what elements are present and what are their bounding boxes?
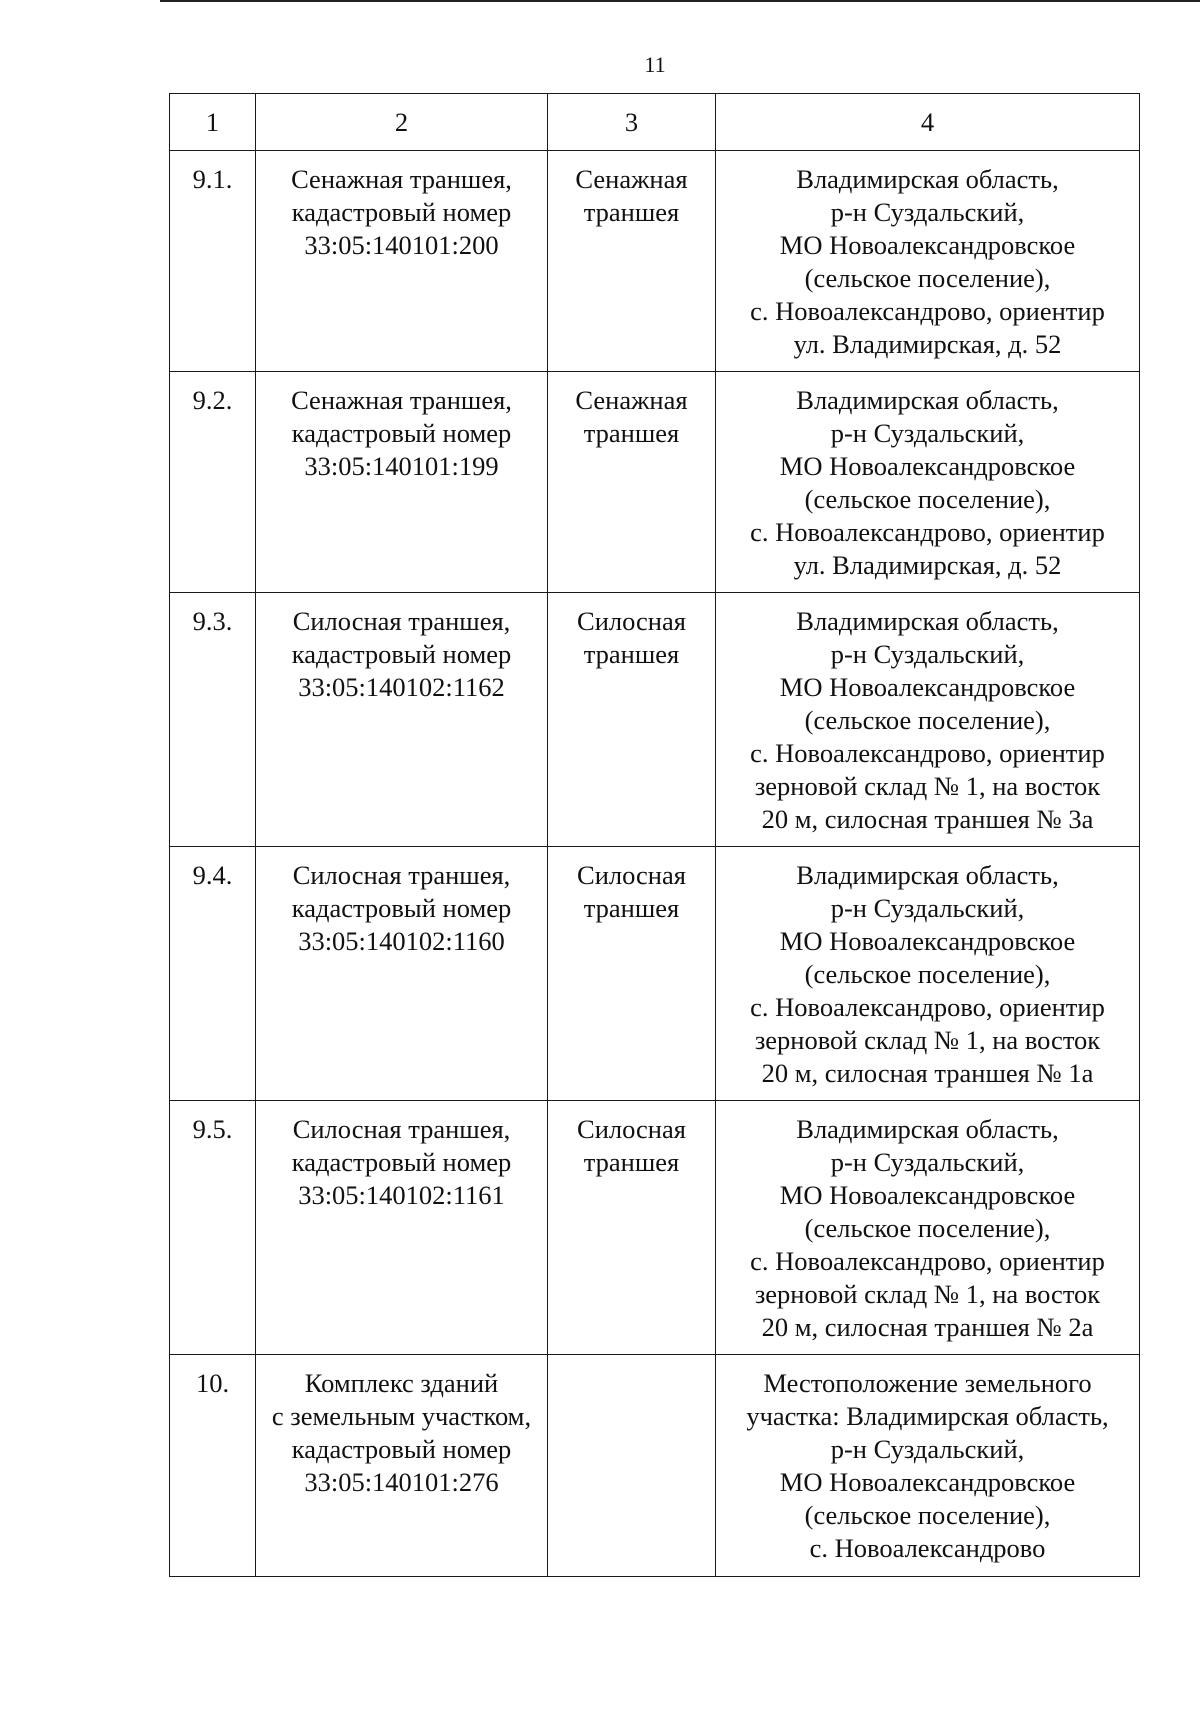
top-border-line (160, 0, 1200, 2)
table-row (170, 372, 1140, 593)
property-table (169, 93, 1140, 1577)
table-row (170, 1101, 1140, 1355)
row-number-cell: 9.4. (170, 847, 256, 1101)
object-name-cell: Сенажная траншея, кадастровый номер 33:05:140101:200 (256, 151, 548, 372)
table-row (170, 593, 1140, 847)
object-type-cell (548, 1355, 716, 1577)
object-name-cell: Комплекс зданий с земельным участком, кадастровый номер 33:05:140101:276 (256, 1355, 548, 1577)
object-type-cell: Сенажная траншея (548, 372, 716, 593)
table-row (170, 1355, 1140, 1577)
object-type-cell: Сенажная траншея (548, 151, 716, 372)
address-cell: Местоположение земельного участка: Владимирская область, р-н Суздальский, МО Новоалександровское (сельское поселение), с. Новоалександрово (716, 1355, 1140, 1577)
table-row (170, 151, 1140, 372)
header-cell-2: 2 (256, 94, 548, 151)
object-name-cell: Силосная траншея, кадастровый номер 33:05:140102:1160 (256, 847, 548, 1101)
row-number-cell: 9.5. (170, 1101, 256, 1355)
address-cell: Владимирская область, р-н Суздальский, МО Новоалександровское (сельское поселение), с. Новоалександрово, ориентир зерновой склад № 1, на восток 20 м, силосная траншея № 2а (716, 1101, 1140, 1355)
header-cell-1: 1 (170, 94, 256, 151)
address-cell: Владимирская область, р-н Суздальский, МО Новоалександровское (сельское поселение), с. Новоалександрово, ориентир зерновой склад № 1, на восток 20 м, силосная траншея № 3а (716, 593, 1140, 847)
object-type-cell: Силосная траншея (548, 1101, 716, 1355)
page-number: 11 (644, 52, 666, 77)
row-number-cell: 9.2. (170, 372, 256, 593)
header-cell-3: 3 (548, 94, 716, 151)
address-cell: Владимирская область, р-н Суздальский, МО Новоалександровское (сельское поселение), с. Новоалександрово, ориентир ул. Владимирская, д. 52 (716, 372, 1140, 593)
object-name-cell: Силосная траншея, кадастровый номер 33:05:140102:1162 (256, 593, 548, 847)
table-header-row (170, 94, 1140, 151)
row-number-cell: 10. (170, 1355, 256, 1577)
object-name-cell: Силосная траншея, кадастровый номер 33:05:140102:1161 (256, 1101, 548, 1355)
table-row (170, 847, 1140, 1101)
object-type-cell: Силосная траншея (548, 593, 716, 847)
address-cell: Владимирская область, р-н Суздальский, МО Новоалександровское (сельское поселение), с. Новоалександрово, ориентир ул. Владимирская, д. 52 (716, 151, 1140, 372)
address-cell: Владимирская область, р-н Суздальский, МО Новоалександровское (сельское поселение), с. Новоалександрово, ориентир зерновой склад № 1, на восток 20 м, силосная траншея № 1а (716, 847, 1140, 1101)
object-type-cell: Силосная траншея (548, 847, 716, 1101)
row-number-cell: 9.3. (170, 593, 256, 847)
object-name-cell: Сенажная траншея, кадастровый номер 33:05:140101:199 (256, 372, 548, 593)
row-number-cell: 9.1. (170, 151, 256, 372)
header-cell-4: 4 (716, 94, 1140, 151)
